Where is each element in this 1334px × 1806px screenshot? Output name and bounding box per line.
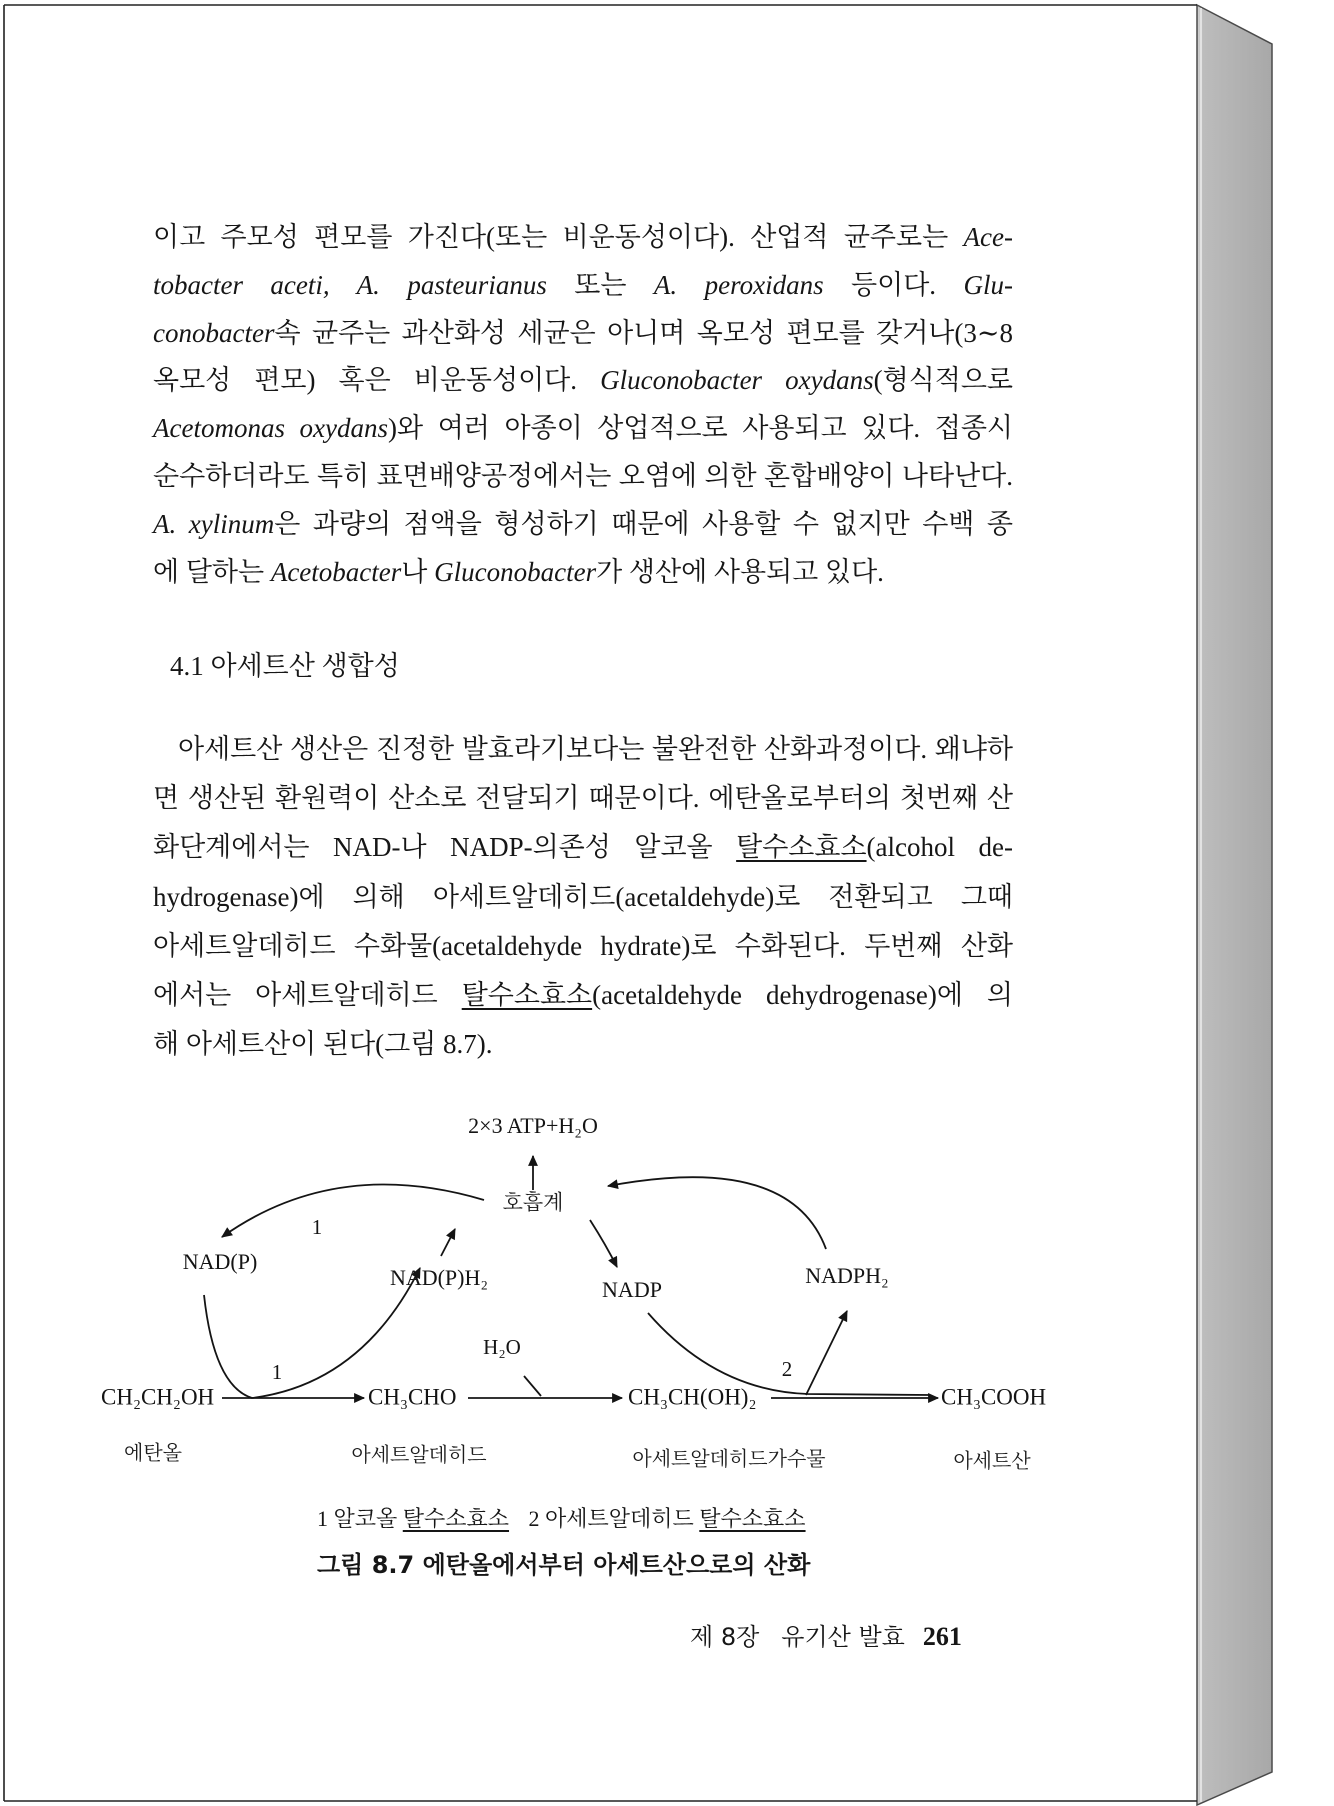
underlined-term: 탈수소효소 — [461, 980, 593, 1011]
running-footer — [690, 1621, 962, 1653]
text-run: 순수하더라도 특히 표면배양공정에서는 오염에 의한 혼합배양이 나타난다. — [153, 460, 1013, 491]
legend-enzyme: 탈수소효소 — [699, 1506, 806, 1531]
legend-item-1 — [317, 1506, 509, 1531]
figure-legend — [317, 1505, 806, 1533]
legend-number: 2 — [528, 1506, 540, 1531]
text-line — [153, 214, 1013, 262]
page-number: 261 — [922, 1622, 962, 1651]
text-line — [153, 357, 1013, 405]
nad-p-h2-label: NAD(P)H₂ — [389, 1265, 489, 1291]
text-run: (alcohol de- — [866, 832, 1013, 863]
italic-term: Gluconobacter oxydans — [600, 365, 874, 396]
text-run: (형식적으로 — [873, 365, 1014, 396]
respiratory-chain-label: 호흡계 — [502, 1190, 564, 1215]
name-ethanol: 에탄올 — [124, 1440, 182, 1465]
chapter-title: 유기산 발효 — [781, 1623, 905, 1651]
italic-term: tobacter aceti, A. pasteurianus — [153, 269, 547, 300]
paragraph-acetic-acid-biosynthesis — [153, 725, 1013, 1069]
legend-substrate: 알코올 — [333, 1506, 398, 1531]
text-line — [153, 405, 1013, 453]
text-line — [153, 873, 1013, 922]
text-run: 속 균주는 과산화성 세균은 아니며 옥모성 편모를 갖거나(3∼8 — [274, 317, 1013, 348]
italic-term: Glu- — [963, 269, 1013, 300]
text-run: 나 — [401, 556, 435, 587]
formula-acetaldehyde: CH₃CHO — [368, 1384, 457, 1410]
text-line — [153, 725, 1013, 774]
atp-yield-label: 2×3 ATP+H₂O — [468, 1113, 598, 1139]
italic-term: Ace- — [963, 222, 1013, 252]
text-run: 옥모성 편모) 혹은 비운동성이다. — [153, 365, 601, 396]
text-run: 에 달하는 — [153, 556, 271, 587]
text-line — [153, 501, 1013, 549]
text-line — [153, 922, 1013, 971]
text-run: 아세트산 생산은 진정한 발효라기보다는 불완전한 산화과정이다. 왜냐하 — [178, 734, 1013, 764]
text-run: 이고 주모성 편모를 가진다(또는 비운동성이다). 산업적 균주로는 — [153, 222, 964, 252]
formula-acetaldehyde-hydrate: CH₃CH(OH)₂ — [628, 1384, 757, 1410]
text-line — [153, 823, 1013, 872]
text-run: 에서는 아세트알데히드 — [153, 980, 462, 1011]
text-line — [153, 549, 1013, 597]
figure-caption: 그림 8.7 에탄올에서부터 아세트산으로의 산화 — [317, 1551, 811, 1579]
italic-term: A. peroxidans — [653, 269, 824, 300]
text-run: 아세트알데히드 수화물(acetaldehyde hydrate)로 수화된다. 두번째 산화 — [153, 930, 1013, 961]
name-acetaldehyde: 아세트알데히드 — [351, 1442, 487, 1467]
legend-substrate: 아세트알데히드 — [545, 1506, 694, 1531]
section-heading: 4.1 아세트산 생합성 — [170, 651, 400, 681]
text-run: 은 과량의 점액을 형성하기 때문에 사용할 수 없지만 수백 종 — [274, 508, 1013, 539]
step1-upper-label: 1 — [311, 1214, 323, 1239]
text-run: 면 생산된 환원력이 산소로 전달되기 때문이다. 에탄올로부터의 첫번째 산 — [153, 783, 1013, 814]
formula-ethanol: CH₂CH₂OH — [101, 1384, 215, 1410]
text-line — [153, 262, 1013, 310]
text-run: 등이다. — [823, 269, 964, 300]
text-run: (acetaldehyde dehydrogenase)에 의 — [592, 980, 1013, 1011]
text-line — [153, 774, 1013, 823]
text-run: hydrogenase)에 의해 아세트알데히드(acetaldehyde)로 전환되고 그때 — [153, 881, 1013, 912]
italic-term: Acetobacter — [270, 556, 402, 587]
text-line — [153, 1020, 1013, 1069]
text-run: 가 생산에 사용되고 있다. — [596, 556, 884, 587]
text-run: 화단계에서는 NAD-나 NADP-의존성 알코올 — [153, 832, 737, 863]
paragraph-flagella-strains — [153, 214, 1013, 596]
text-line — [153, 310, 1013, 358]
book-edge — [1197, 5, 1272, 1805]
nad-p-label: NAD(P) — [182, 1249, 258, 1275]
italic-term: A. xylinum — [153, 508, 275, 539]
legend-number: 1 — [317, 1506, 328, 1531]
legend-enzyme: 탈수소효소 — [402, 1506, 510, 1531]
step1-lower-label: 1 — [271, 1359, 283, 1384]
italic-term: conobacter — [153, 317, 275, 348]
water-label: H₂O — [483, 1334, 521, 1359]
step2-label: 2 — [781, 1356, 793, 1381]
chapter-label: 제 8장 — [690, 1623, 760, 1651]
name-acetaldehyde-hydrate: 아세트알데히드가수물 — [632, 1446, 826, 1471]
nadph2-label: NADPH₂ — [805, 1263, 889, 1289]
text-run: 해 아세트산이 된다(그림 8.7). — [153, 1029, 493, 1060]
text-run: )와 여러 아종이 상업적으로 사용되고 있다. 접종시 — [388, 413, 1013, 444]
underlined-term: 탈수소효소 — [736, 832, 867, 863]
name-acetic-acid: 아세트산 — [953, 1448, 1031, 1473]
italic-term: Gluconobacter — [434, 556, 597, 587]
text-run: 또는 — [546, 269, 654, 300]
text-line — [153, 971, 1013, 1020]
legend-item-2 — [529, 1506, 806, 1531]
formula-acetic-acid: CH₃COOH — [941, 1384, 1047, 1410]
italic-term: Acetomonas oxydans — [153, 413, 389, 444]
nadp-label: NADP — [602, 1277, 662, 1303]
text-line — [153, 453, 1013, 501]
